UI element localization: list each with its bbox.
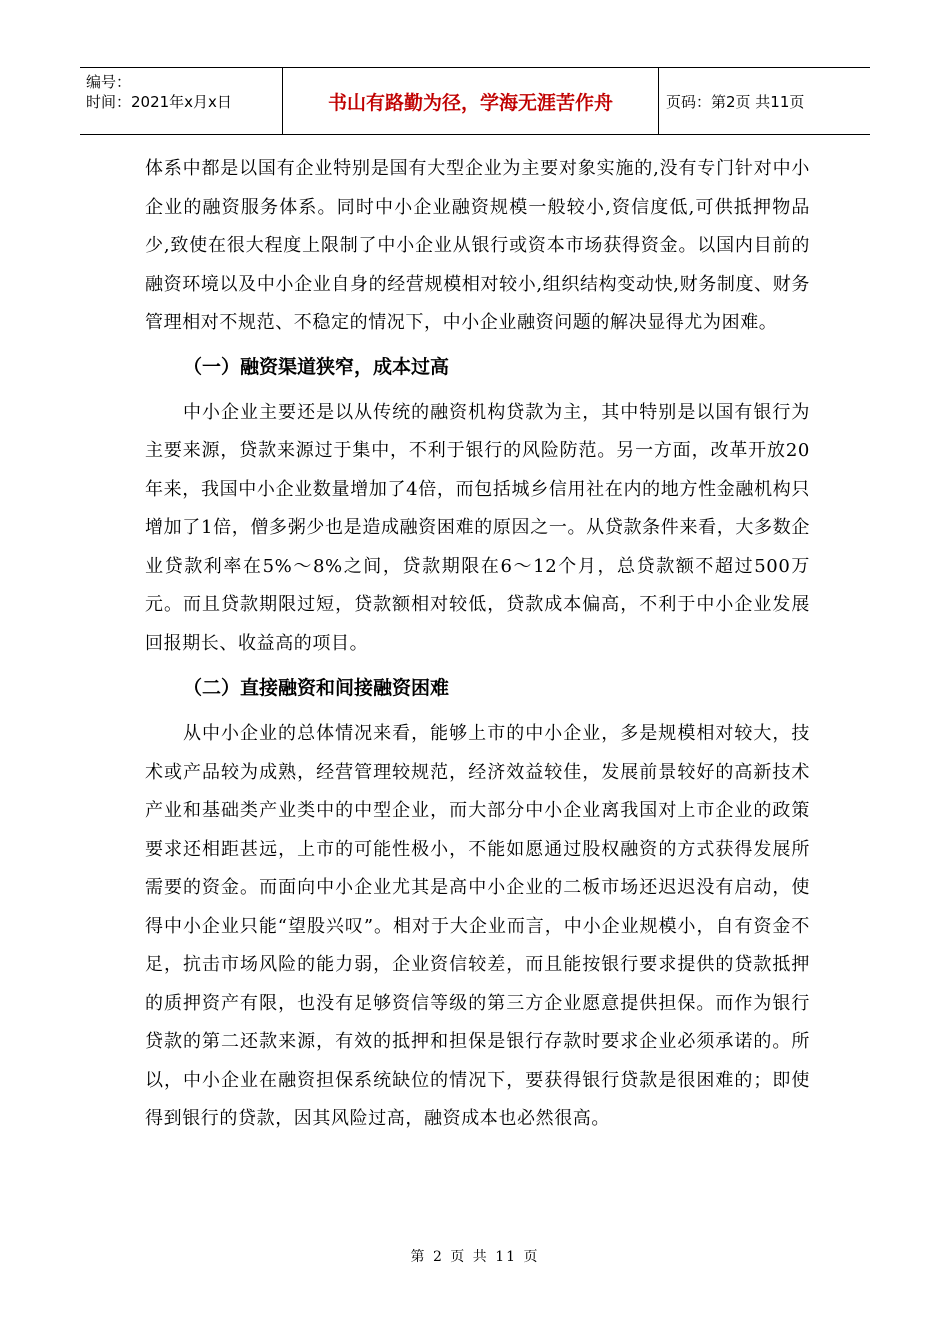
section-heading-2: （二）直接融资和间接融资困难 — [183, 677, 450, 699]
page-header — [80, 67, 870, 135]
paragraph-1: 体系中都是以国有企业特别是国有大型企业为主要对象实施的,没有专门针对中小企业的融资服务体系。同时中小企业融资规模一般较小,资信度低,可供抵押物品少,致使在很大程度上限制了中小企业从银行或资本市场获得资金。以国内目前的融资环境以及中小企业自身的经营规模相对较小,组织结构变动快,财务制度、财务管理相对不规范、不稳定的情况下，中小企业融资问题的解决显得尤为困难。 — [145, 158, 810, 333]
page-footer: 第 2 页 共 11 页 — [410, 1249, 540, 1265]
paragraph-3: 从中小企业的总体情况来看，能够上市的中小企业，多是规模相对较大，技术或产品较为成熟，经营管理较规范，经济效益较佳，发展前景较好的高新技术产业和基础类产业类中的中型企业，而大部分中小企业离我国对上市企业的政策要求还相距甚远，上市的可能性极小，不能如愿通过股权融资的方式获得发展所需要的资金。而面向中小企业尤其是高中小企业的二板市场还迟迟没有启动，使得中小企业只能“望股兴叹”。相对于大企业而言，中小企业规模小，自有资金不足，抗击市场风险的能力弱，企业资信较差，而且能按银行要求提供的贷款抵押的质押资产有限，也没有足够资信等级的第三方企业愿意提供担保。而作为银行贷款的第二还款来源，有效的抵押和担保是银行存款时要求企业必须承诺的。所以，中小企业在融资担保系统缺位的情况下，要获得银行贷款是很困难的；即使得到银行的贷款，因其风险过高，融资成本也必然很高。 — [145, 723, 810, 1129]
header-meta — [80, 68, 282, 134]
header-motto: 书山有路勤为径，学海无涯苦作舟 — [327, 91, 613, 114]
header-code: 编号： — [86, 73, 132, 91]
header-page-info: 页码：第2页 共11页 — [666, 92, 805, 111]
header-divider — [658, 68, 659, 134]
section-heading-1: （一）融资渠道狭窄，成本过高 — [183, 355, 450, 378]
paragraph-2: 中小企业主要还是以从传统的融资机构贷款为主，其中特别是以国有银行为主要来源，贷款来源过于集中，不利于银行的风险防范。另一方面，改革开放20年来，我国中小企业数量增加了4倍，而包括城乡信用社在内的地方性金融机构只增加了1倍，僧多粥少也是造成融资困难的原因之一。从贷款条件来看，大多数企业贷款利率在5%～8%之间，贷款期限在6～12个月，总贷款额不超过500万元。而且贷款期限过短，贷款额相对较低，贷款成本偏高，不利于中小企业发展回报期长、收益高的项目。 — [145, 401, 810, 654]
document-body — [145, 150, 810, 1139]
header-time: 时间：2021年x月x日 — [86, 93, 232, 111]
